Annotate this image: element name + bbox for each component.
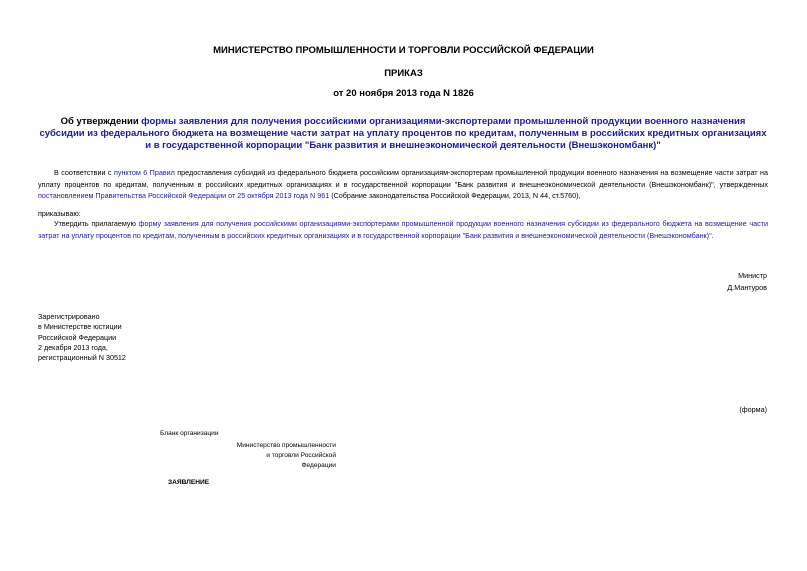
recipient-line: и торговли Российской Федерации (266, 452, 336, 469)
application-title: ЗАЯВЛЕНИЕ (168, 479, 210, 486)
rules-clause-link[interactable]: пунктом 6 Правил (113, 168, 175, 177)
registration-date: 2 декабря 2013 года, (38, 342, 108, 352)
registration-line: Зарегистрировано (38, 312, 100, 321)
heading-prefix: Об утверждении (60, 116, 142, 127)
heading-form-link[interactable]: формы заявления для получения российскими организациями-экспортерами промышленной продукции военного назначения субсидии из федерального бюджета на возмещение части затрат на уплату процентов по кредитам, полученным в российских кредитных организациях и в государственной корпорации "Банк развития и внешнеэкономической деятельности (Внешэкономбанк)" (39, 116, 767, 151)
signatory-name: Д.Мантуров (727, 282, 767, 292)
registration-number: регистрационный N 30512 (38, 353, 126, 363)
registration-line: в Министерстве юстиции (38, 322, 122, 332)
basis-text-middle: предоставления субсидий из федерального бюджета российским организациям-экспортерам промышленной продукции военного назначения на возмещение части затрат на уплату процентов по кредитам, полученным в российских кредитных организациях и в государственной корпорации "Банк развития и внешнеэкономической деятельности (Внешэкономбанк)", утвержденных (38, 168, 768, 189)
paragraph-basis (38, 167, 768, 202)
order-heading (38, 116, 768, 152)
basis-text-start: В соответствии с (54, 168, 114, 177)
registration-block (38, 312, 126, 363)
registration-line: Российской Федерации (38, 332, 117, 342)
approve-text-end: . (711, 230, 714, 240)
form-label: (форма) (739, 405, 767, 414)
form-recipient (230, 441, 336, 471)
approve-text-start: Утвердить прилагаемую (54, 219, 139, 228)
government-decree-link[interactable]: постановлением Правительства Российской Федерации от 25 октября 2013 года N 961 (38, 191, 330, 200)
paragraph-approve (38, 218, 768, 241)
recipient-line: Министерство промышленности (236, 442, 336, 449)
document-date-number: от 20 ноября 2013 года N 1826 (333, 88, 474, 99)
basis-text-end: (Собрание законодательства Российской Федерации, 2013, N 44, ст.5760), (329, 191, 581, 200)
ministry-title: МИНИСТЕРСТВО ПРОМЫШЛЕННОСТИ И ТОРГОВЛИ РОССИЙСКОЙ ФЕДЕРАЦИИ (213, 45, 594, 56)
signatory-position: Министр (738, 271, 767, 280)
signature-block (727, 270, 767, 293)
ordering-word: приказываю: (38, 209, 81, 218)
approved-form-link[interactable]: форму заявления для получения российскими организациями-экспортерами промышленной продукции военного назначения субсидии из федерального бюджета на возмещение части затрат на уплату процентов по кредитам, полученным в российских кредитных организациях и в государственной корпорации "Банк развития и внешнеэкономической деятельности (Внешэкономбанк)" (38, 219, 768, 240)
document-type: ПРИКАЗ (384, 68, 423, 79)
organization-letterhead-label: Бланк организации (160, 430, 219, 437)
